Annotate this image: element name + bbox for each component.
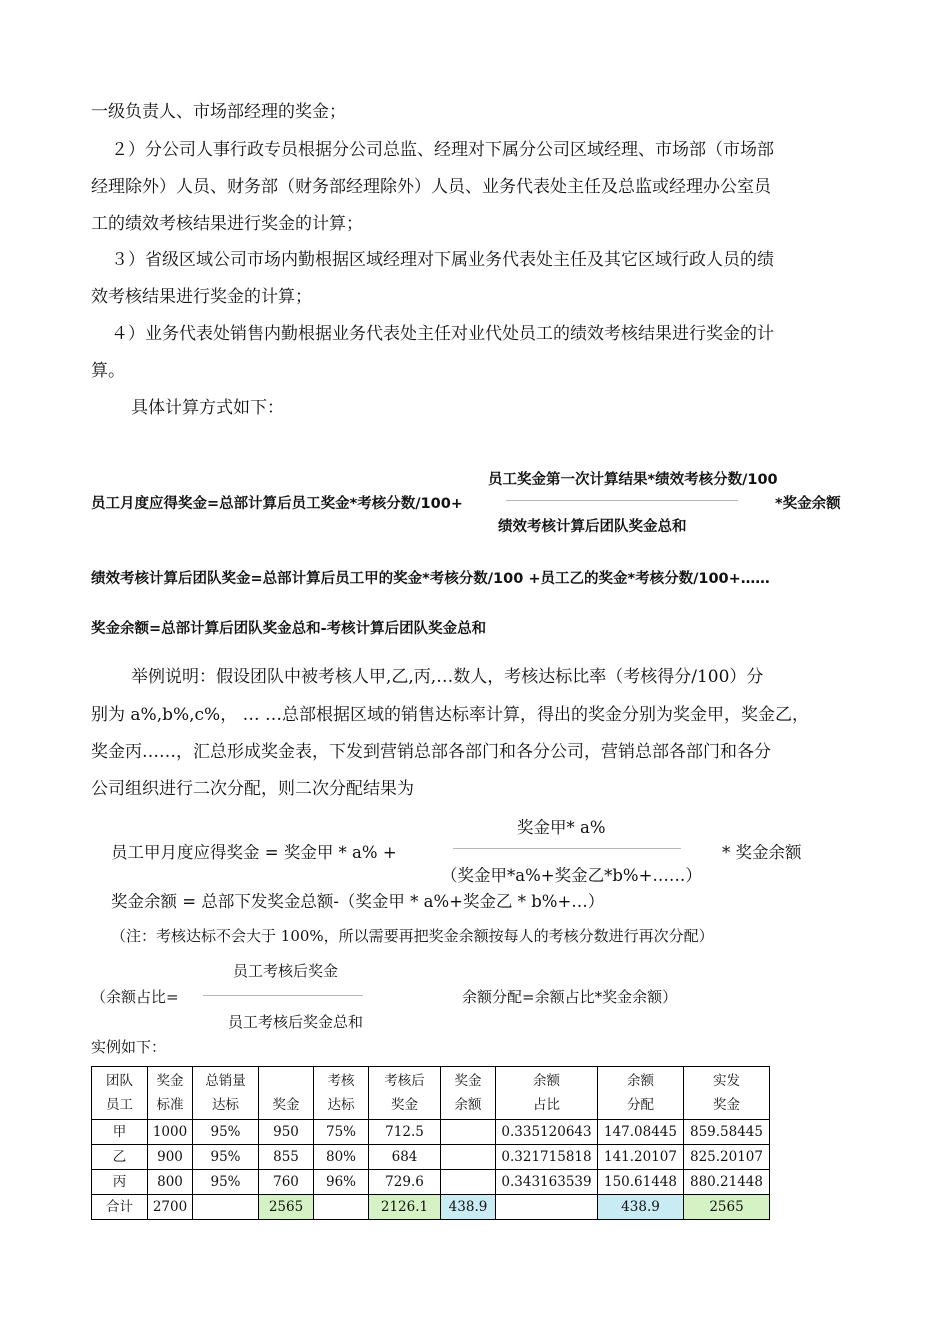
example-line: 奖金丙……，汇总形成奖金表，下发到营销总部各部门和各分公司，营销总部各部门和各分 [91,742,771,762]
table-cell: 150.61448 [598,1170,684,1195]
header-text: 标准 [156,1097,184,1113]
formula6-rhs: 余额分配=余额占比*奖金余额） [462,988,678,1006]
table-cell: 880.21448 [684,1170,770,1195]
table-cell: 800 [148,1170,193,1195]
table-cell: 丙 [92,1170,148,1195]
formula1-tail: *奖金余额 [775,496,841,512]
table-cell: 950 [259,1120,314,1145]
table-cell: 2565 [684,1195,770,1220]
header-text: 考核 [327,1073,355,1089]
header-text: 分配 [627,1097,654,1113]
header-text: 奖金 [713,1097,740,1113]
header-text: 奖金 [156,1073,184,1089]
formula4-numerator: 奖金甲* a% [517,818,606,837]
table-cell: 712.5 [369,1120,441,1145]
header-text: 达标 [212,1097,239,1113]
header-text [259,1069,313,1093]
table-header-cell [148,1067,193,1120]
table-row [92,1120,770,1145]
table-cell: 859.58445 [684,1120,770,1145]
formula3: 奖金余额=总部计算后团队奖金总和-考核计算后团队奖金总和 [91,621,487,637]
table-cell: 0.321715818 [496,1145,598,1170]
table-cell: 141.20107 [598,1145,684,1170]
example-line: 别为 a%,b%,c%， … …总部根据区域的销售达标率计算，得出的奖金分别为奖金甲，奖金乙， [91,705,810,725]
formula4-lhs: 员工甲月度应得奖金 = 奖金甲 * a% + [111,843,397,862]
paragraph-line: 工的绩效考核结果进行奖金的计算； [91,214,363,234]
header-text: 余额 [627,1073,654,1089]
table-header-cell [92,1067,148,1120]
formula1-lhs: 员工月度应得奖金=总部计算后员工奖金*考核分数/100+ [91,496,463,512]
table-intro: 实例如下： [91,1038,167,1056]
paragraph-line: ３）省级区域公司市场内勤根据区域经理对下属业务代表处主任及其它区域行政人员的绩 [111,250,774,270]
table-header-cell [259,1067,314,1120]
formula6-numerator: 员工考核后奖金 [233,962,339,980]
paragraph-line: 一级负责人、市场部经理的奖金； [91,102,346,122]
formula5: 奖金余额 = 总部下发奖金总额-（奖金甲 * a%+奖金乙 * b%+…） [111,892,605,911]
table-cell: 乙 [92,1145,148,1170]
header-text: 奖金 [272,1097,300,1113]
table-header-cell [441,1067,496,1120]
table-cell: 95% [193,1145,259,1170]
table-cell: 合计 [92,1195,148,1220]
formula4-denominator: （奖金甲*a%+奖金乙*b%+……） [441,866,702,885]
table-cell: 0.335120643 [496,1120,598,1145]
formula2: 绩效考核计算后团队奖金=总部计算后员工甲的奖金*考核分数/100 +员工乙的奖金*考核分数/100+…… [91,571,770,587]
table-cell [441,1170,496,1195]
table-row [92,1170,770,1195]
table-cell: 95% [193,1170,259,1195]
header-text: 奖金 [454,1073,482,1089]
header-text: 占比 [533,1097,560,1113]
fraction-bar [453,848,681,849]
paragraph-line: ２）分公司人事行政专员根据分公司总监、经理对下属分公司区域经理、市场部（市场部 [111,140,774,160]
table-header-cell [369,1067,441,1120]
header-text: 考核后 [384,1073,425,1089]
table-cell: 2126.1 [369,1195,441,1220]
table-cell: 甲 [92,1120,148,1145]
table-cell: 684 [369,1145,441,1170]
bonus-table [91,1066,770,1220]
paragraph-line: 具体计算方式如下： [131,398,284,418]
table-cell: 760 [259,1170,314,1195]
fraction-bar [506,500,738,501]
table-cell: 80% [314,1145,369,1170]
header-text: 余额 [533,1073,560,1089]
paragraph-line: 算。 [91,361,125,381]
header-text: 总销量 [205,1073,246,1089]
table-header-cell [496,1067,598,1120]
table-cell [193,1195,259,1220]
table-header-cell [684,1067,770,1120]
table-cell: 0.343163539 [496,1170,598,1195]
table-header-cell [193,1067,259,1120]
paragraph-line: ４）业务代表处销售内勤根据业务代表处主任对业代处员工的绩效考核结果进行奖金的计 [111,324,774,344]
table-cell: 96% [314,1170,369,1195]
table-cell [314,1195,369,1220]
table-cell [496,1195,598,1220]
header-text: 奖金 [391,1097,418,1113]
table-cell: 1000 [148,1120,193,1145]
table-header-cell [598,1067,684,1120]
table-cell [441,1145,496,1170]
table-row [92,1195,770,1220]
table-cell [441,1120,496,1145]
table-row [92,1145,770,1170]
table-cell: 825.20107 [684,1145,770,1170]
header-text: 团队 [106,1073,133,1089]
formula1-denominator: 绩效考核计算后团队奖金总和 [498,519,687,535]
table-cell: 147.08445 [598,1120,684,1145]
formula6-denominator: 员工考核后奖金总和 [228,1013,364,1031]
table-cell: 438.9 [441,1195,496,1220]
fraction-bar [203,995,363,996]
header-text: 达标 [327,1097,355,1113]
table-cell: 438.9 [598,1195,684,1220]
note: （注：考核达标不会大于 100%，所以需要再把奖金余额按每人的考核分数进行再次分配） [111,927,714,945]
paragraph-line: 经理除外）人员、财务部（财务部经理除外）人员、业务代表处主任及总监或经理办公室员 [91,177,771,197]
table-header-row [92,1067,770,1120]
table-cell: 75% [314,1120,369,1145]
table-cell: 900 [148,1145,193,1170]
header-text: 余额 [454,1097,482,1113]
table-cell: 729.6 [369,1170,441,1195]
header-text: 实发 [713,1073,740,1089]
table-header-cell [314,1067,369,1120]
example-line: 举例说明：假设团队中被考核人甲,乙,丙,…数人，考核达标比率（考核得分/100）分 [131,667,764,687]
formula4-tail: * 奖金余额 [722,843,802,862]
paragraph-line: 效考核结果进行奖金的计算； [91,287,312,307]
table-cell: 2700 [148,1195,193,1220]
table-cell: 855 [259,1145,314,1170]
formula1-numerator: 员工奖金第一次计算结果*绩效考核分数/100 [488,472,778,488]
example-line: 公司组织进行二次分配，则二次分配结果为 [91,779,414,799]
formula6-lhs: （余额占比= [91,988,179,1006]
table-cell: 95% [193,1120,259,1145]
header-text: 员工 [106,1097,133,1113]
table-cell: 2565 [259,1195,314,1220]
